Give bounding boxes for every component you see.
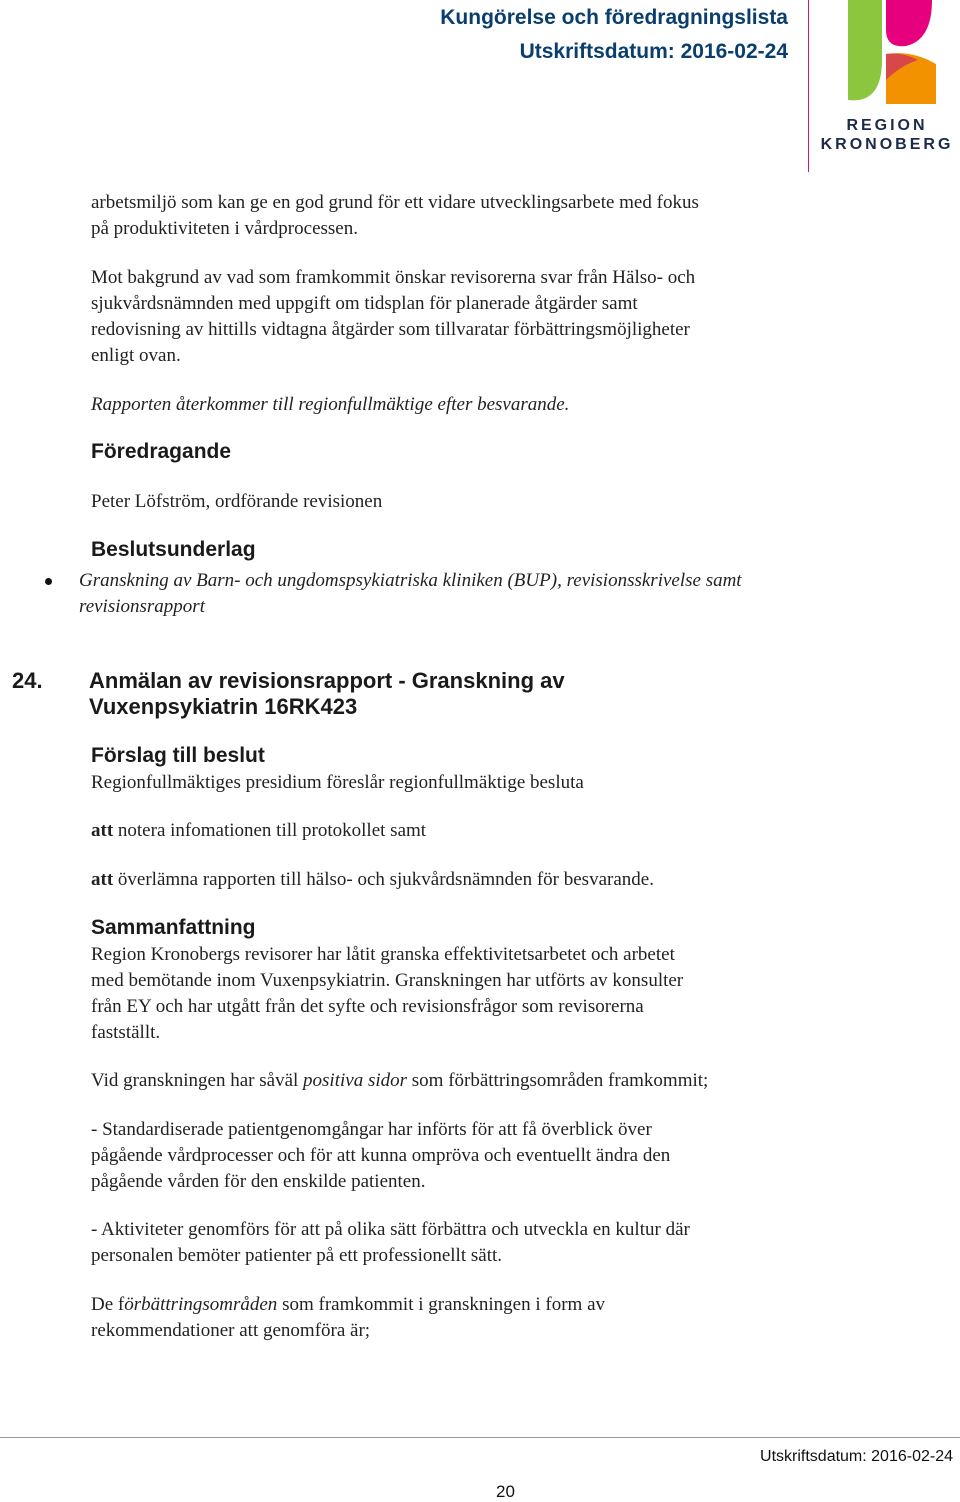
heading-foredragande: Föredragande	[91, 440, 232, 463]
decision-line: att överlämna rapporten till hälso- och sjukvårdsnämnden för besvarande.	[91, 869, 654, 890]
decision-line: att notera infomationen till protokollet samt	[91, 820, 427, 841]
paragraph-line: - Aktiviteter genomförs för att på olika sätt förbättra och utveckla en kultur där	[91, 1219, 690, 1240]
paragraph-line: på produktiviteten i vårdprocessen.	[91, 218, 358, 239]
heading-sammanfattning: Sammanfattning	[91, 916, 256, 939]
paragraph-line: - Standardiserade patientgenomgångar har införts för att få överblick över	[91, 1119, 652, 1140]
paragraph-line: från EY och har utgått från det syfte och revisionsfrågor som revisorerna	[91, 996, 644, 1017]
paragraph-line: Vid granskningen har såväl positiva sidor som förbättringsområden framkommit;	[91, 1070, 709, 1091]
footer-print-date: Utskriftsdatum: 2016-02-24	[760, 1448, 953, 1465]
item-title: Anmälan av revisionsrapport - Granskning av	[89, 668, 565, 693]
paragraph-line: pågående vårdprocesser och för att kunna ompröva och eventuellt ändra den	[91, 1145, 671, 1166]
report-note: Rapporten återkommer till regionfullmäktige efter besvarande.	[91, 394, 570, 415]
paragraph-line: personalen bemöter patienter på ett professionellt sätt.	[91, 1245, 502, 1266]
item-number: 24.	[12, 668, 43, 693]
paragraph-line: pågående vården för den enskilde patienten.	[91, 1171, 426, 1192]
paragraph-line: Mot bakgrund av vad som framkommit önskar revisorerna svar från Hälso- och	[91, 267, 696, 288]
paragraph-line: De förbättringsområden som framkommit i granskningen i form av	[91, 1294, 606, 1315]
attachment-link[interactable]: Granskning av Barn- och ungdomspsykiatriska kliniken (BUP), revisionsskrivelse samt	[79, 570, 742, 591]
heading-beslutsunderlag: Beslutsunderlag	[91, 538, 256, 561]
paragraph-line: Region Kronobergs revisorer har låtit granska effektivitetsarbetet och arbetet	[91, 944, 675, 965]
paragraph-line: sjukvårdsnämnden med uppgift om tidsplan för planerade åtgärder samt	[91, 293, 638, 314]
footer-divider	[0, 1437, 960, 1438]
attachment-link[interactable]: revisionsrapport	[79, 596, 205, 617]
paragraph-line: redovisning av hittills vidtagna åtgärder som tillvaratar förbättringsmöjligheter	[91, 319, 690, 340]
proposal-text: Regionfullmäktiges presidium föreslår regionfullmäktige besluta	[91, 772, 584, 793]
paragraph-line: rekommendationer att genomföra är;	[91, 1320, 371, 1341]
att-keyword: att	[91, 820, 114, 841]
print-date: Utskriftsdatum: 2016-02-24	[519, 40, 788, 63]
document-title: Kungörelse och föredragningslista	[440, 6, 788, 29]
paragraph-line: enligt ovan.	[91, 345, 181, 366]
item-title: Vuxenpsykiatrin 16RK423	[89, 694, 358, 719]
bullet-icon	[45, 578, 52, 585]
paragraph-line: fastställt.	[91, 1022, 161, 1043]
page-number: 20	[496, 1482, 515, 1501]
logo-divider	[808, 0, 809, 172]
logo-text-kronoberg: KRONOBERG	[820, 136, 954, 153]
paragraph-line: med bemötande inom Vuxenpsykiatrin. Granskningen har utförts av konsulter	[91, 970, 684, 991]
foredragande-name: Peter Löfström, ordförande revisionen	[91, 491, 383, 512]
heading-forslag: Förslag till beslut	[91, 744, 265, 767]
att-keyword: att	[91, 869, 114, 890]
paragraph-line: arbetsmiljö som kan ge en god grund för ett vidare utvecklingsarbete med fokus	[91, 192, 699, 213]
region-kronoberg-logo-icon	[840, 0, 940, 104]
logo-text-region: REGION	[846, 117, 928, 134]
